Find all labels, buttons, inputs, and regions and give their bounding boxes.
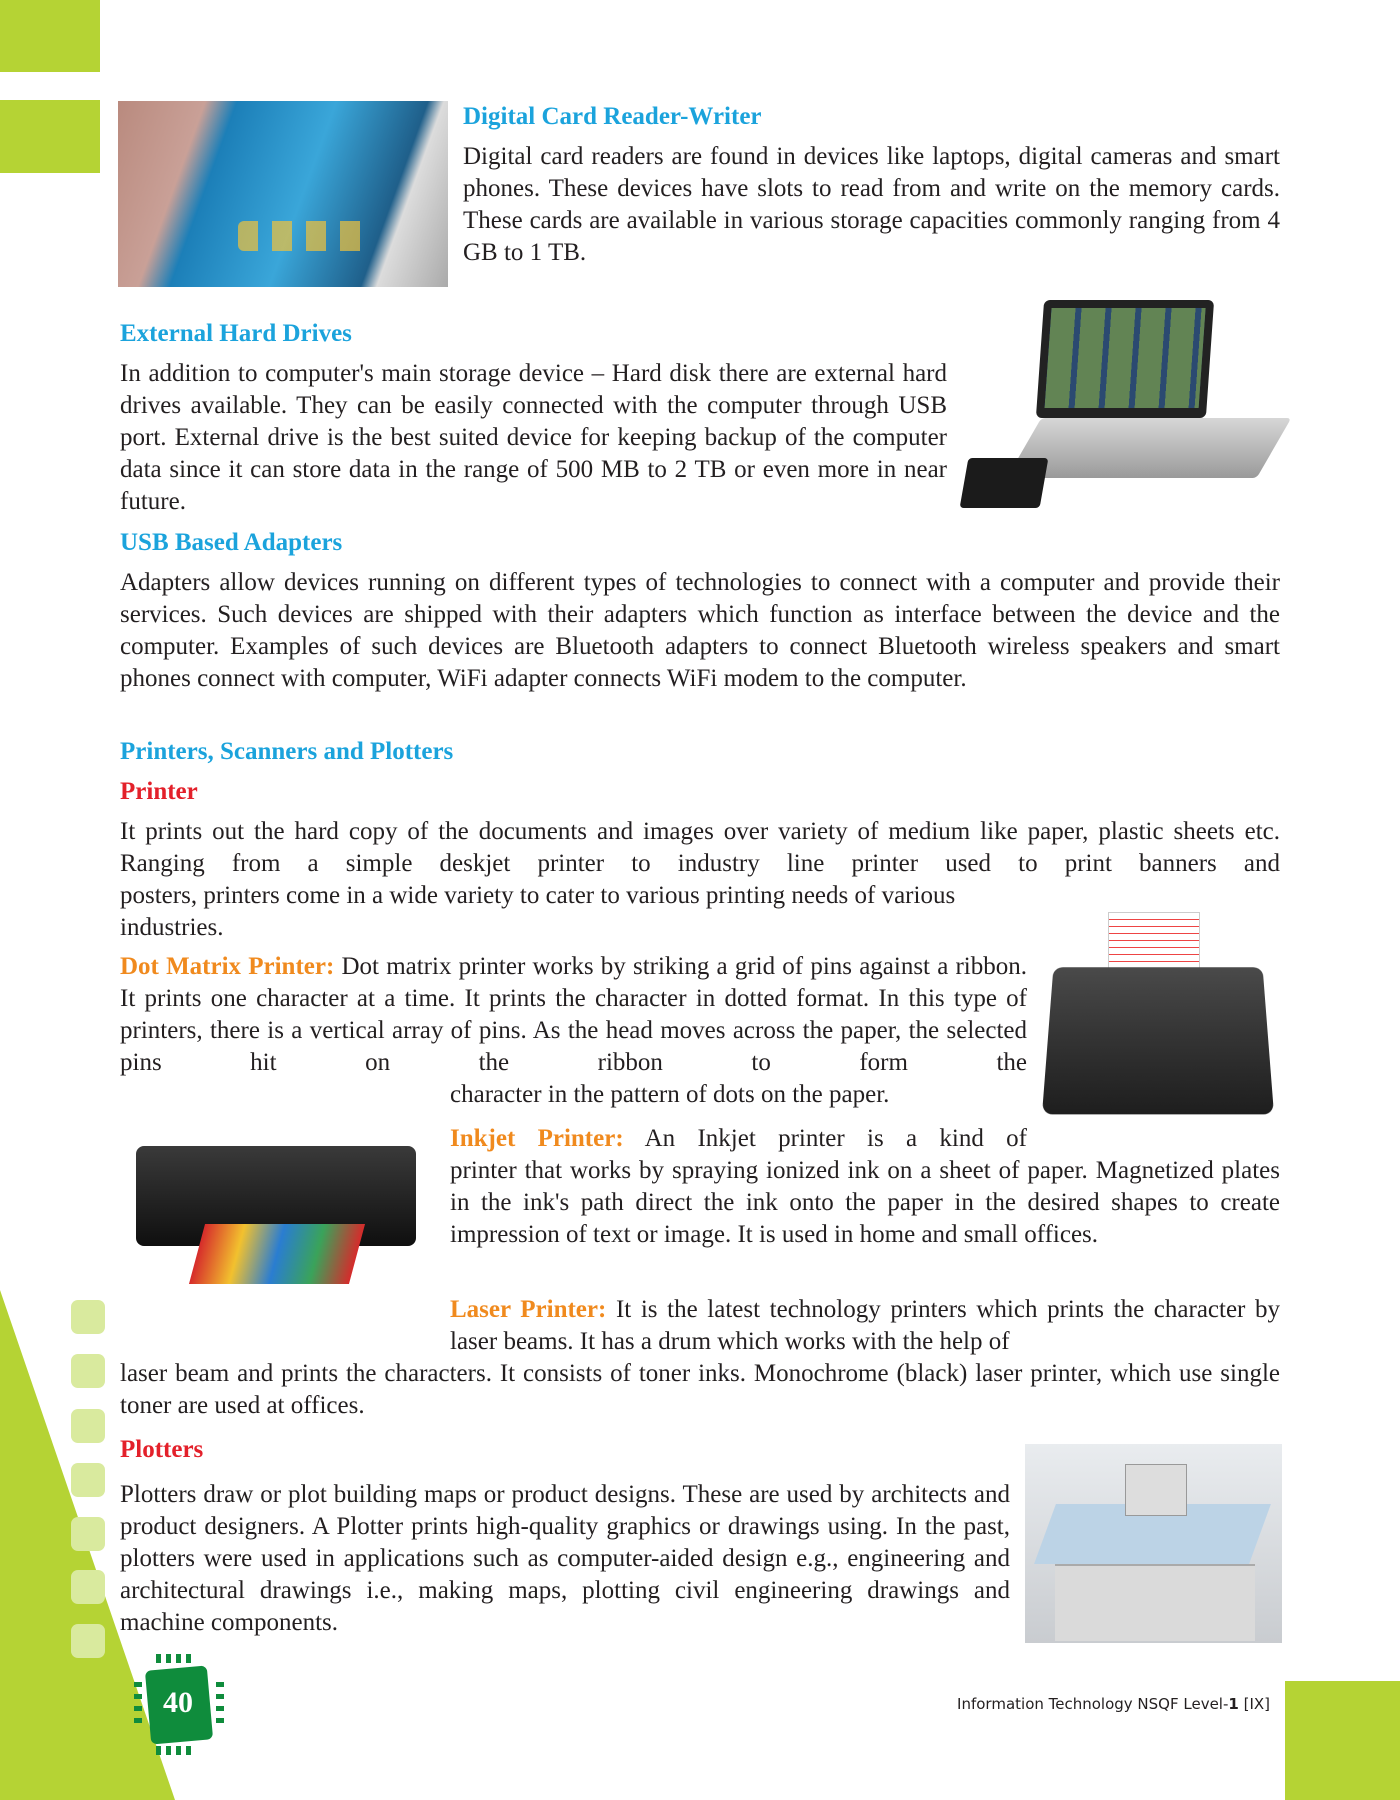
printer-text-part2: posters, printers come in a wide variety to cater to various printing needs of various industries.: [120, 882, 956, 941]
card-reader-text: Digital card readers are found in devices like laptops, digital cameras and smart phones. These devices have slots to read from and write on the memory cards. These cards are available in various storage capacities commonly ranging from 4 GB to 1 TB.: [463, 143, 1280, 266]
class-label: [IX]: [1238, 1695, 1270, 1713]
decor-square: [71, 1354, 105, 1388]
plotters-heading: Plotters: [120, 1436, 204, 1463]
inkjet-label: Inkjet Printer:: [450, 1125, 624, 1152]
printer-subheading: Printer: [120, 778, 198, 805]
printers-heading: Printers, Scanners and Plotters: [120, 738, 454, 765]
hard-drives-heading: External Hard Drives: [120, 320, 352, 347]
book-title: Information Technology NSQF Level-: [957, 1695, 1229, 1713]
level-number: 1: [1228, 1695, 1239, 1713]
footer-book-title: [957, 1695, 1270, 1713]
inkjet-text: printer that works by spraying ionized ink on a sheet of paper. Magnetized plates in the ink's path direct the ink onto the paper in the desired shapes to create impression of text or image. It is used in home and small offices.: [450, 1157, 1280, 1248]
external-hard-drive: [960, 458, 1049, 508]
bottom-right-green-tab: [1285, 1681, 1400, 1800]
usb-adapters-heading: USB Based Adapters: [120, 529, 343, 556]
decor-square: [71, 1409, 105, 1443]
page-number: 40: [163, 1686, 193, 1719]
card-reader-heading: Digital Card Reader-Writer: [463, 103, 762, 130]
printer-text-part1: It prints out the hard copy of the documents and images over variety of medium like paper, plastic sheets etc. Ranging from a simple deskjet printer to industry line printer used to print banners and: [120, 818, 1280, 877]
app-icons: [238, 221, 368, 251]
inkjet-text-start: An Inkjet printer is a kind of: [644, 1125, 1027, 1152]
decor-square: [71, 1463, 105, 1497]
top-green-tab: [0, 0, 100, 72]
laser-paragraph-start: [450, 1294, 1280, 1358]
laser-label: Laser Printer:: [450, 1296, 607, 1323]
dot-matrix-printer-image: [1038, 912, 1280, 1119]
decor-square: [71, 1624, 105, 1658]
inkjet-printer-image: [132, 1136, 419, 1291]
page-number-chip: [126, 1652, 230, 1756]
plotter-image: [1025, 1444, 1282, 1643]
decor-square: [71, 1570, 105, 1604]
plotters-text: Plotters draw or plot building maps or product designs. These are used by architects and product designers. A Plotter prints high-quality graphics or drawings using. In the past, plotters were used in applications such as computer-aided design e.g., engineering and architectural drawings i.e., making maps, plotting civil engineering drawings and machine components.: [120, 1481, 1010, 1636]
dot-matrix-label: Dot Matrix Printer:: [120, 953, 335, 980]
usb-adapters-text: Adapters allow devices running on different types of technologies to connect with a computer and provide their services. Such devices are shipped with their adapters which function as interface between the device and the computer. Examples of such devices are Bluetooth adapters to connect Bluetooth wireless speakers and smart phones connect with computer, WiFi adapter connects WiFi modem to the computer.: [120, 569, 1280, 692]
laptop-with-hard-drive-image: [964, 298, 1280, 516]
dot-matrix-paragraph: [120, 951, 1027, 1079]
decor-square: [71, 1517, 105, 1551]
laser-text-start: It is the latest technology printers which prints the character by laser beams. It has a drum which works with the help of: [450, 1296, 1280, 1355]
dot-matrix-text: Dot matrix printer works by striking a grid of pins against a ribbon. It prints one character at a time. It prints the character in dotted format. In this type of printers, there is a vertical array of pins. As the head moves across the paper, the selected pins hit on the ribbon to form the: [120, 953, 1028, 1076]
hard-drives-text: In addition to computer's main storage device – Hard disk there are external hard drives available. They can be easily connected with the computer through USB port. External drive is the best suited device for keeping backup of the computer data since it can store data in the range of 500 MB to 2 TB or even more in near future.: [120, 360, 947, 515]
smartphone-card-slot-image: [118, 101, 448, 287]
side-green-tab: [0, 100, 100, 173]
decor-square: [71, 1300, 105, 1334]
inkjet-paragraph-start: [450, 1123, 1027, 1155]
laser-text: laser beam and prints the characters. It consists of toner inks. Monochrome (black) laser printer, which use single toner are used at offices.: [120, 1360, 1280, 1419]
dot-matrix-text-end: character in the pattern of dots on the paper.: [450, 1081, 890, 1108]
